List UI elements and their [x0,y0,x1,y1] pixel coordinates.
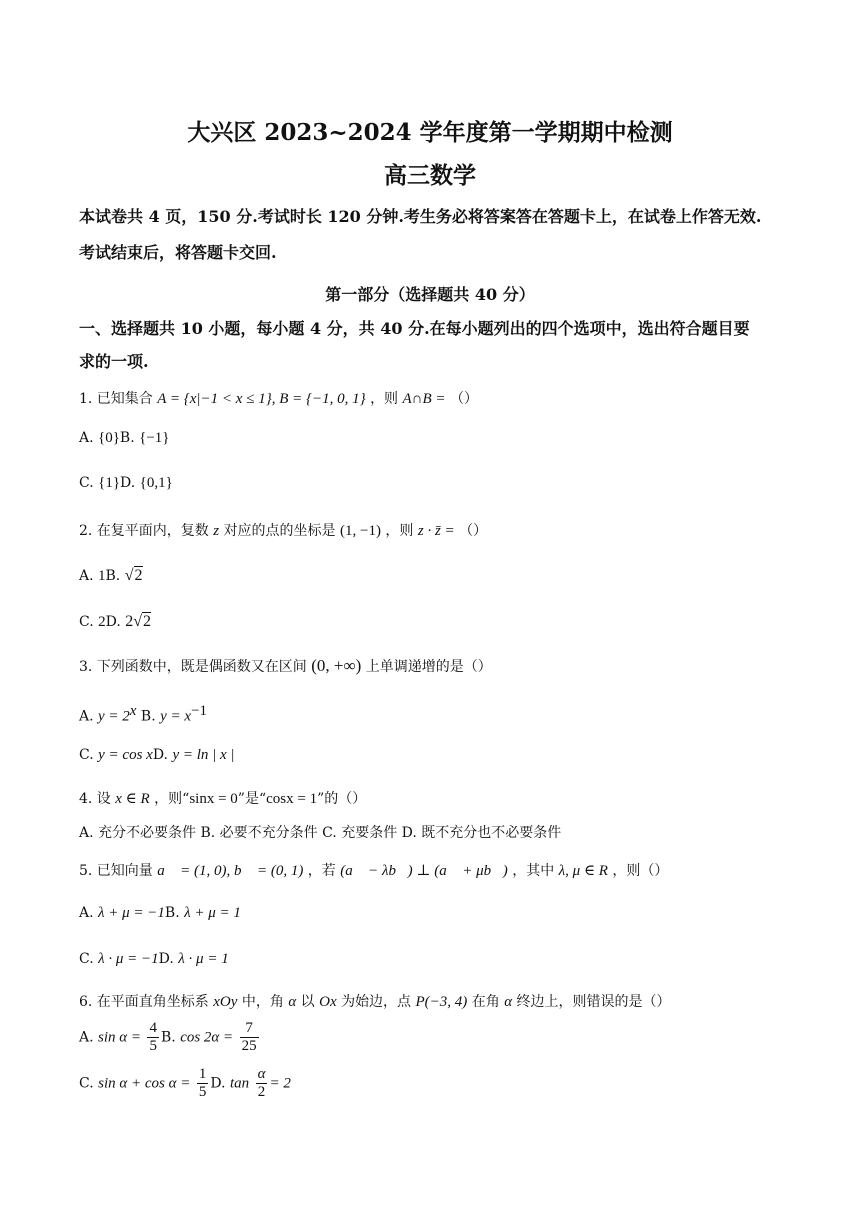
exam-subject: 高三数学 [384,162,476,189]
question-1-stem: 1. 已知集合 A = {x|−1 < x ≤ 1}, B = {−1, 0, 1} ，则 A∩B = （） [79,391,478,407]
exam-title: 大兴区 2023~2024 学年度第一学期期中检测 [187,119,673,146]
question-1-options-cd: C. {1}D. {0,1} [79,475,173,491]
instructions-line-1: 本试卷共 4 页，150 分.考试时长 120 分钟.考生务必将答案答在答题卡上，在试卷上作答无效. [79,207,762,226]
square-root: 2√2 [125,613,152,630]
fraction: $\frac{1}{5}$ [198,1066,207,1100]
question-6-options-cd: C. sin α + cos α = $\frac{1}{5}$ D. tan $\frac{\alpha}{2}$ = 2 [79,1066,291,1100]
question-6-options-ab: A. sin α = $\frac{4}{5}$ B. cos 2α = $\frac{7}{25}$ [79,1020,257,1054]
question-2-options-cd: C. 2D. 2√2 [79,613,152,630]
part1-heading: 第一部分（选择题共 40 分） [325,285,535,304]
section-instructions-1: 一、选择题共 10 小题，每小题 4 分，共 40 分.在每小题列出的四个选项中，选出符合题目要 [79,319,750,338]
question-2-options-ab: A. 1B. √2 [79,567,143,584]
fraction: $\frac{7}{25}$ [241,1020,257,1054]
question-3-options-cd: C. y = cos xD. y = ln | x | [79,747,235,763]
question-6-stem: 6. 在平面直角坐标系 xOy 中，角 α 以 Ox 为始边，点 P(−3, 4) 在角 α 终边上，则错误的是（） [79,994,671,1010]
fraction: $\frac{\alpha}{2}$ [257,1066,266,1100]
section-instructions-2: 求的一项. [79,352,149,371]
question-4-options: A. 充分不必要条件 B. 必要不充分条件 C. 充要条件 D. 既不充分也不必要条件 [79,825,562,841]
question-4-stem: 4. 设 x ∈ R ，则“sinx = 0”是“cosx = 1”的（） [79,791,367,807]
math-expression: A = {x|−1 < x ≤ 1}, B = {−1, 0, 1} [157,391,366,407]
question-1-options-ab: A. {0}B. {−1} [79,430,170,446]
question-5-options-ab: A. λ + μ = −1B. λ + μ = 1 [79,905,241,921]
square-root: √2 [124,567,143,584]
question-3-options-ab: A. $y = 2^x$ B. $y = x^{-1}$ [79,703,208,725]
math-expression: A∩B = [402,391,446,407]
question-5-stem: 5. 已知向量 a⃗ = (1, 0), b⃗ = (0, 1) ，若 (a⃗ − λb⃗) ⊥ (a⃗ + μb⃗) ，其中 λ, μ ∈ R ，则（） [79,863,669,879]
fraction: $\frac{4}{5}$ [149,1020,157,1054]
instructions-line-2: 考试结束后，将答题卡交回. [79,243,277,262]
question-3-stem: 3. 下列函数中，既是偶函数又在区间 (0, +∞) 上单调递增的是（） [79,656,492,675]
question-5-options-cd: C. λ · μ = −1D. λ · μ = 1 [79,951,229,967]
question-2-stem: 2. 在复平面内，复数 z 对应的点的坐标是 (1, −1) ，则 z · z̄ = （） [79,523,488,539]
